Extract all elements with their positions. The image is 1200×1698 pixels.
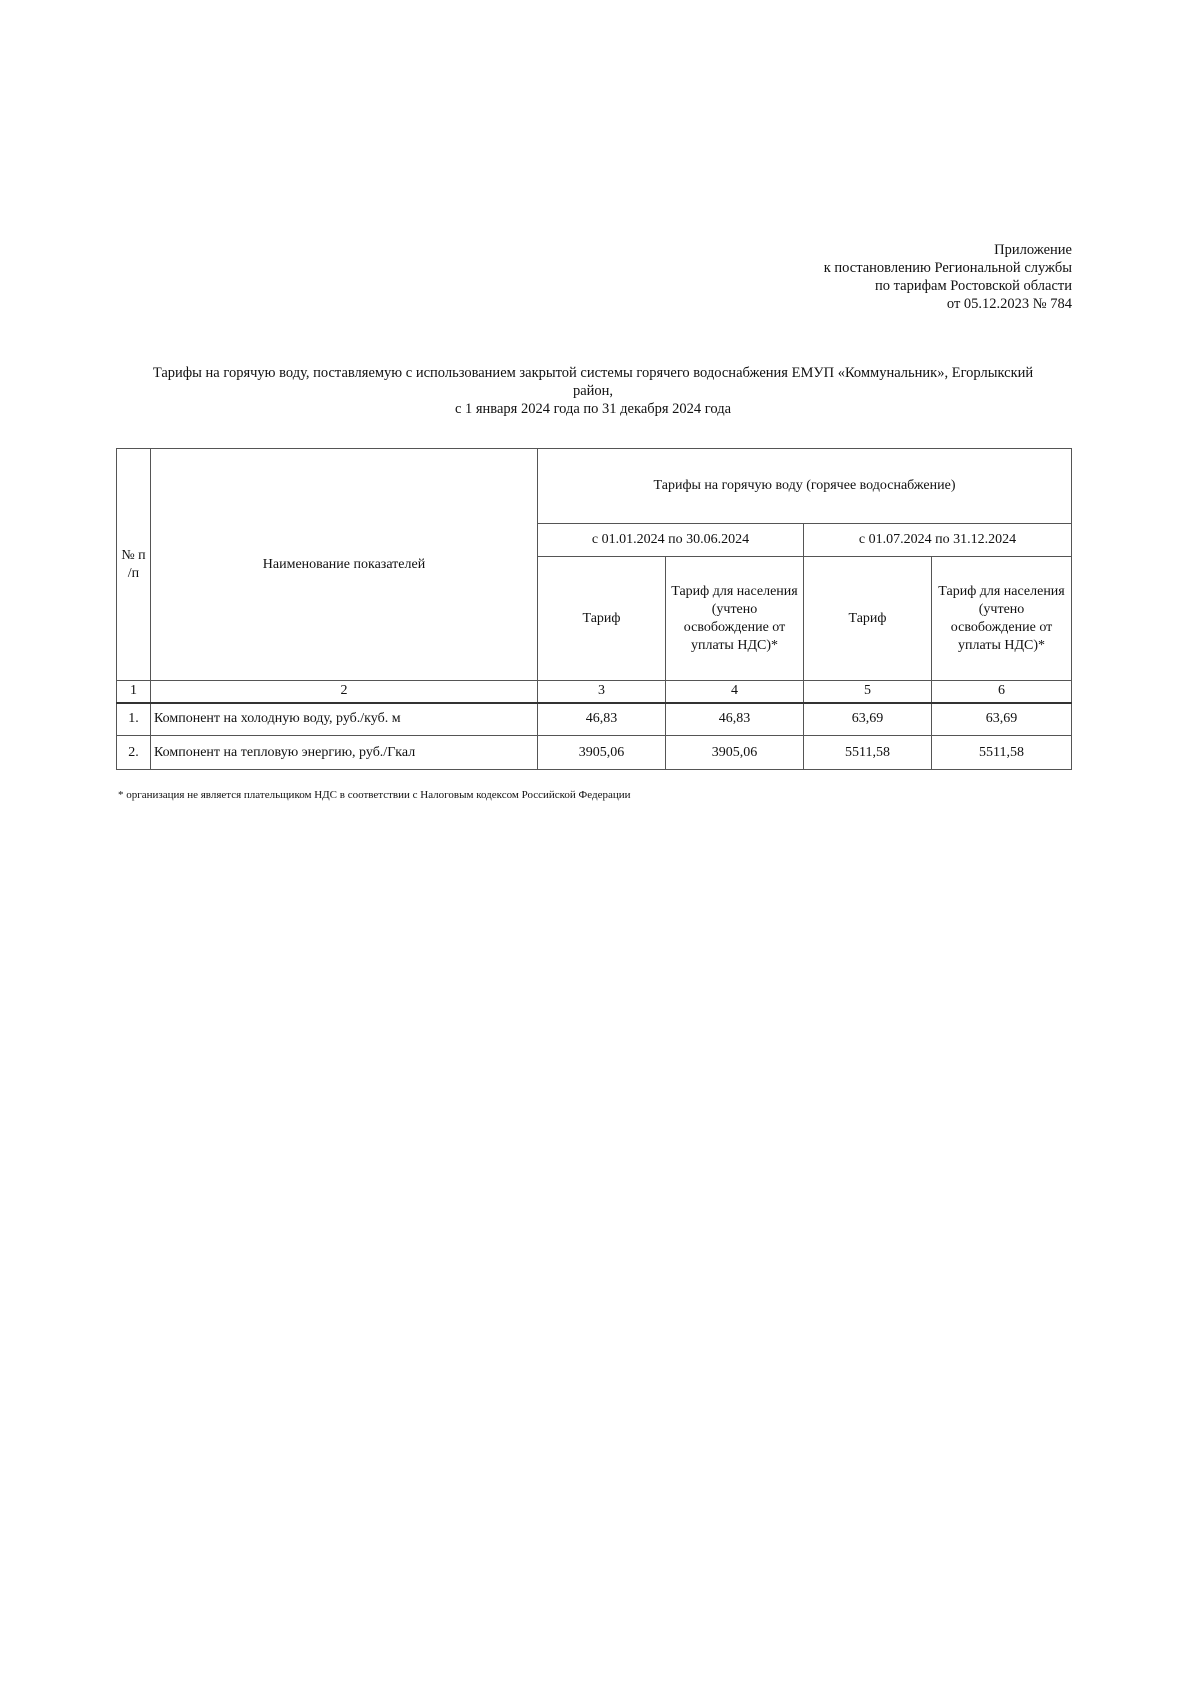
row-value: 63,69 (932, 703, 1072, 736)
row-name: Компонент на тепловую энергию, руб./Гкал (151, 736, 538, 770)
tariff-population-header: Тариф для населения (учтено освобождение от уплаты НДС)* (671, 583, 798, 653)
row-value: 5511,58 (932, 736, 1072, 770)
column-number: 4 (666, 681, 804, 703)
row-value: 3905,06 (666, 736, 804, 770)
column-number: 6 (932, 681, 1072, 703)
document-title (118, 364, 1068, 418)
period1-cell (538, 524, 804, 557)
column-number: 5 (804, 681, 932, 703)
tariff-population-header-cell (666, 557, 804, 681)
table-row (117, 736, 1072, 770)
appendix-line: Приложение (994, 242, 1072, 258)
header-name: Наименование показателей (262, 556, 426, 572)
column-number: 2 (151, 681, 538, 703)
appendix-line: к постановлению Региональной службы (823, 260, 1072, 276)
row-num: 2. (117, 736, 151, 770)
row-value: 5511,58 (804, 736, 932, 770)
row-num: 1. (117, 703, 151, 736)
table-row (117, 703, 1072, 736)
header-group-cell (538, 449, 1072, 524)
column-numbers-row (117, 681, 1072, 703)
header-group: Тарифы на горячую воду (горячее водоснабжение) (653, 478, 956, 493)
row-value: 46,83 (538, 703, 666, 736)
row-name: Компонент на холодную воду, руб./куб. м (151, 703, 538, 736)
header-num-cell (117, 449, 151, 681)
column-number: 1 (117, 681, 151, 703)
tariff-population-header: Тариф для населения (учтено освобождение от уплаты НДС)* (938, 583, 1065, 653)
appendix-line: по тарифам Ростовской области (875, 278, 1072, 294)
row-value: 3905,06 (538, 736, 666, 770)
header-row (117, 449, 1072, 524)
row-value: 46,83 (666, 703, 804, 736)
header-name-cell (151, 449, 538, 681)
title-line: Тарифы на горячую воду, поставляемую с использованием закрытой системы горячего водоснабжения ЕМУП «Коммунальник», Егорлыкский (152, 365, 1034, 381)
title-line: с 1 января 2024 года по 31 декабря 2024 года (454, 401, 732, 417)
period2: с 01.07.2024 по 31.12.2024 (858, 532, 1017, 547)
tariff-header-cell (538, 557, 666, 681)
footnote: * организация не является плательщиком НДС в соответствии с Налоговым кодексом Российской Федерации (118, 789, 631, 801)
appendix-line: от 05.12.2023 № 784 (946, 296, 1072, 312)
tariff-header: Тариф (848, 610, 887, 626)
appendix-block (672, 241, 1072, 313)
row-value: 63,69 (804, 703, 932, 736)
tariffs-table (116, 448, 1072, 770)
tariff-header-cell (804, 557, 932, 681)
period1: с 01.01.2024 по 30.06.2024 (591, 532, 750, 547)
tariff-population-header-cell (932, 557, 1072, 681)
period2-cell (804, 524, 1072, 557)
tariff-header: Тариф (582, 610, 621, 626)
header-num: № п /п (121, 547, 146, 581)
title-line: район, (572, 383, 614, 399)
column-number: 3 (538, 681, 666, 703)
